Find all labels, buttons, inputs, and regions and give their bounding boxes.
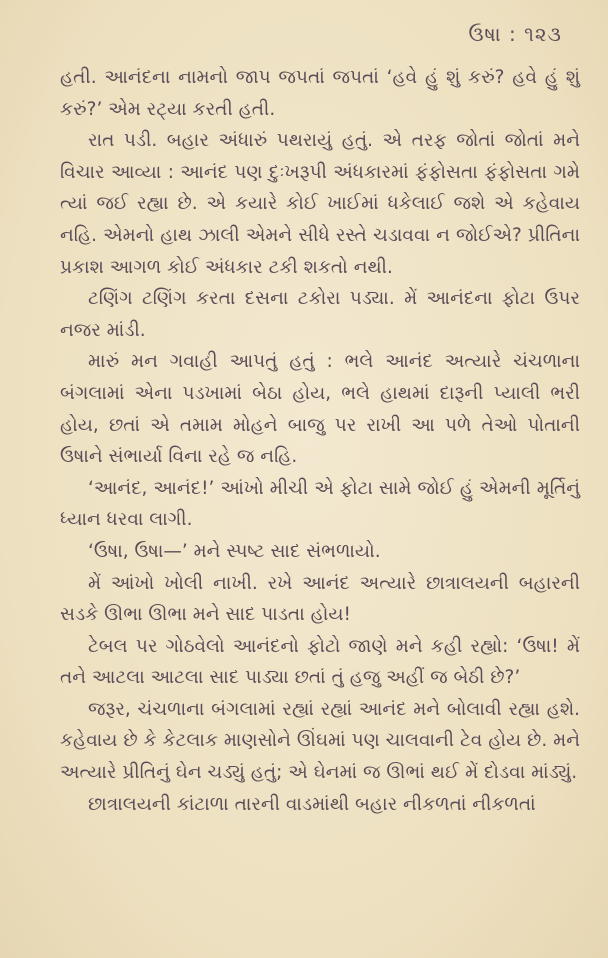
paragraph: મારું મન ગવાહી આપતું હતું : ભલે આનંદ અત્યારે ચંચળાના બંગલામાં એના પડખામાં બેઠા હોય, ભલે હાથમાં દારૂની પ્યાલી ભરી હોય, છતાં એ તમામ મોહને બાજુ પર રાખી આ પળે તેઓ પોતાની ઉષાને સંભાર્યા વિના રહે જ નહિ.	[60, 351, 580, 468]
paragraph: જરૂર, ચંચળાના બંગલામાં રહ્યાં રહ્યાં આનંદ મને બોલાવી રહ્યા હશે. કહેવાય છે કે કેટલાક માણસોને ઊંઘમાં પણ ચાલવાની ટેવ હોય છે. મને અત્યારે પ્રીતિનું ઘેન ચડ્યું હતું; એ ઘેનમાં જ ઊભાં થઈ મેં દોડવા માંડ્યું.	[60, 698, 580, 784]
body-text	[60, 62, 580, 820]
running-header: ઉષા : ૧૨૩	[468, 22, 562, 46]
paragraph: મેં આંખો ખોલી નાખી. રખે આનંદ અત્યારે છાત્રાલયની બહારની સડકે ઊભા ઊભા મને સાદ પાડતા હોય!	[60, 572, 580, 626]
paragraph: હતી. આનંદના નામનો જાપ જપતાં જપતાં ‘હવે હું શું કરું? હવે હું શું કરું?’ એમ રટ્યા કરતી હતી.	[60, 67, 580, 120]
paragraph: ‘આનંદ, આનંદ!’ આંખો મીચી એ ફોટા સામે જોઈ હું એમની મૂર્તિનું ધ્યાન ધરવા લાગી.	[60, 477, 580, 531]
paragraph: ‘ઉષા, ઉષા—’ મને સ્પષ્ટ સાદ સંભળાયો.	[88, 540, 381, 562]
paragraph: રાત પડી. બહાર અંધારું પથરાયું હતું. એ તરફ જોતાં જોતાં મને વિચાર આવ્યા : આનંદ પણ દુઃખરૂપી અંધકારમાં ફંફોસતા ફંફોસતા ગમે ત્યાં જઈ રહ્યા છે. એ કયારે કોઈ ખાઈમાં ધકેલાઈ જશે એ કહેવાય નહિ. એમનો હાથ ઝાલી એમને સીધે રસ્તે ચડાવવા ન જોઈએ? પ્રીતિના પ્રકાશ આગળ કોઈ અંધકાર ટકી શકતો નથી.	[60, 130, 580, 278]
paragraph: ટણિંગ ટણિંગ કરતા દસના ટકોરા પડ્યા. મેં આનંદના ફોટા ઉપર નજર માંડી.	[60, 288, 580, 341]
paragraph: છાત્રાલયની કાંટાળા તારની વાડમાંથી બહાર નીકળતાં નીકળતાં	[88, 793, 536, 815]
paragraph: ટેબલ પર ગોઠવેલો આનંદનો ફોટો જાણે મને કહી રહ્યો: ‘ઉષા! મેં તને આટલા આટલા સાદ પાડ્યા છતાં તું હજુ અહીં જ બેઠી છે?’	[60, 635, 580, 689]
